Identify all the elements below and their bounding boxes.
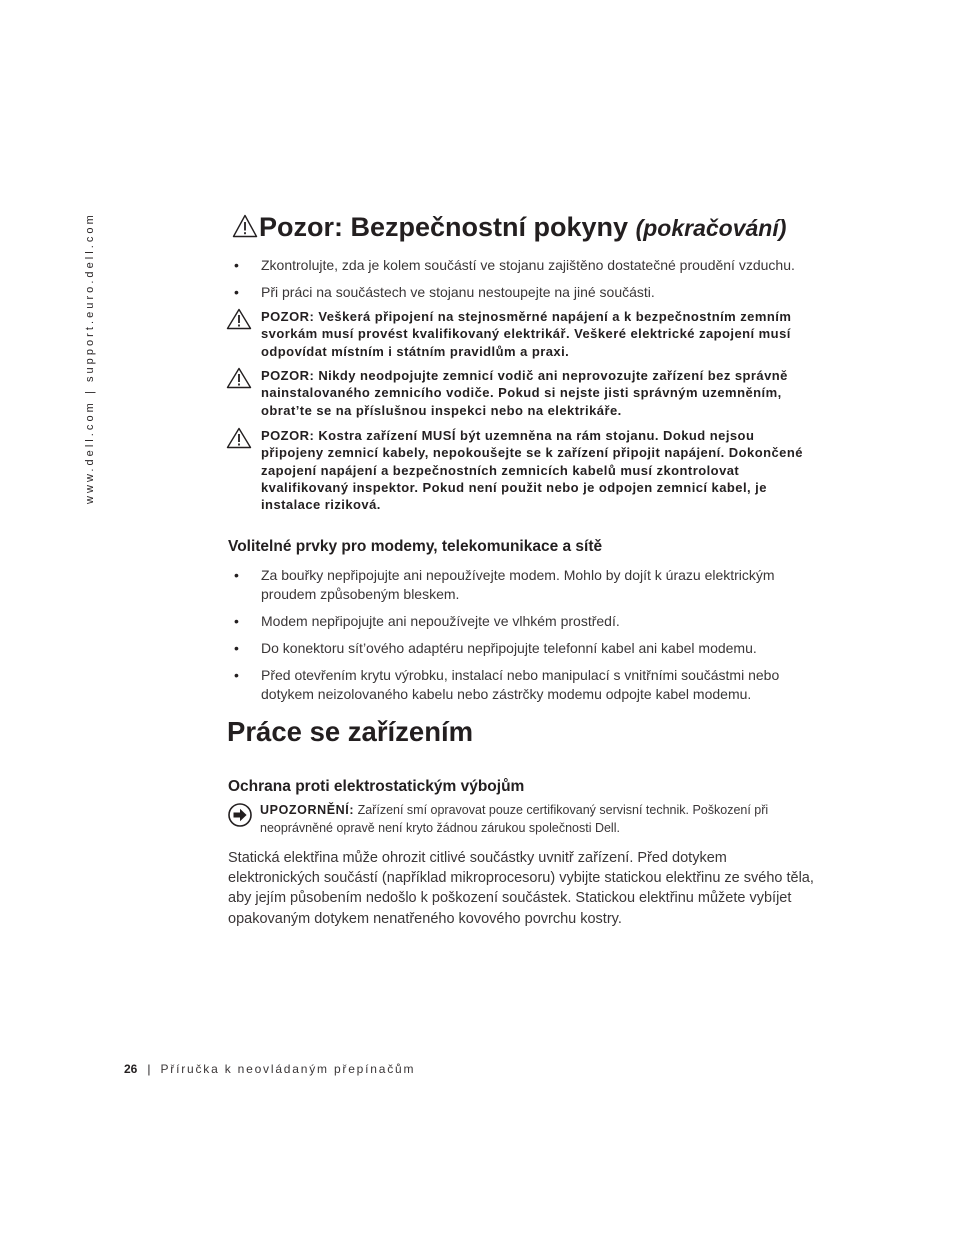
page-number: 26 [124,1062,138,1076]
subheading-modems: Volitelné prvky pro modemy, telekomunikace a sítě [228,538,603,555]
caution-block [226,308,811,360]
section-heading: Práce se zařízením [227,716,474,747]
list-item: • Do konektoru sít’ového adaptéru nepřipojujte telefonní kabel ani kabel modemu. [234,639,804,658]
notice-block [228,802,798,837]
warning-triangle-icon [232,214,258,245]
page-footer [124,1062,415,1076]
arrow-circle-icon [228,803,252,832]
caution-text: POZOR: Nikdy neodpojujte zemnicí vodič ani neprovozujte zařízení bez správně nainstalovaného zemnicího vodiče. Pokud si nejste jisti správným uzemněním, obrat’te se na příslušnou inspekci nebo na elektrikáře. [261,368,788,418]
list-item: • Před otevřením krytu výrobku, instalací nebo manipulací s vnitřními součástmi nebo dotykem neizolovaného kabelu nebo zástrčky modemu odpojte kabel modemu. [234,666,804,704]
subheading-esd: Ochrana proti elektrostatickým výbojům [228,778,525,795]
footer-title: Příručka k neovládaným přepínačům [160,1062,416,1076]
list-item: • Zkontrolujte, zda je kolem součástí ve stojanu zajištěno dostatečné proudění vzduchu. [234,256,795,275]
bullet-list-rack [234,256,795,310]
list-item: • Modem nepřipojujte ani nepoužívejte ve vlhkém prostředí. [234,612,804,631]
body-paragraph: Statická elektřina může ohrozit citlivé součástky uvnitř zařízení. Před dotykem elektronických součástí (například mikroprocesoru) vybijte statickou elektřinu ze svého těla, aby jejím působením nedošlo k poškození součástek. Statickou elektřinu můžete vybíjet opakovaným dotykem nenatřeného kovového povrchu kostry. [228,850,814,927]
heading-title: Pozor: Bezpečnostní pokyny [259,212,629,242]
caution-block [226,427,811,513]
caution-block [226,367,811,419]
side-url [80,212,100,504]
list-item: • Za bouřky nepřipojujte ani nepoužívejte modem. Mohlo by dojít k úrazu elektrickým proudem způsobeným bleskem. [234,566,804,604]
warning-triangle-icon [226,367,252,394]
notice-text: Zařízení smí opravovat pouze certifikovaný servisní technik. Poškození při neoprávněné opravě není kryto žádnou zárukou společnosti Dell. [260,803,769,835]
list-item: • Při práci na součástech ve stojanu nestoupejte na jiné součásti. [234,283,795,302]
caution-text: POZOR: Kostra zařízení MUSÍ být uzemněna na rám stojanu. Dokud nejsou připojeny zemnicí kabely, nepokoušejte se k zařízení připojit napájení. Dokončené zapojení napájení a bezpečnostních zemnicích kabelů musí zkontrolovat kvalifikovaný inspektor. Pokud není použit nebo je odpojen zemnicí kabel, je instalace riziková. [261,428,803,513]
caution-text: POZOR: Veškerá připojení na stejnosměrné napájení a k bezpečnostním zemním svorkám musí provést kvalifikovaný elektrikář. Veškeré elektrické zapojení musí odpovídat místním i státním pravidlům a praxi. [261,309,792,359]
bullet-list-modems [234,566,804,712]
heading-continued: (pokračování) [635,215,787,241]
warning-triangle-icon [226,427,252,454]
page-heading [232,212,786,245]
side-url-text: www.dell.com | support.euro.dell.com [84,212,96,504]
footer-separator: | [147,1062,151,1076]
warning-triangle-icon [226,308,252,335]
notice-label: UPOZORNĚNÍ: [260,803,355,817]
